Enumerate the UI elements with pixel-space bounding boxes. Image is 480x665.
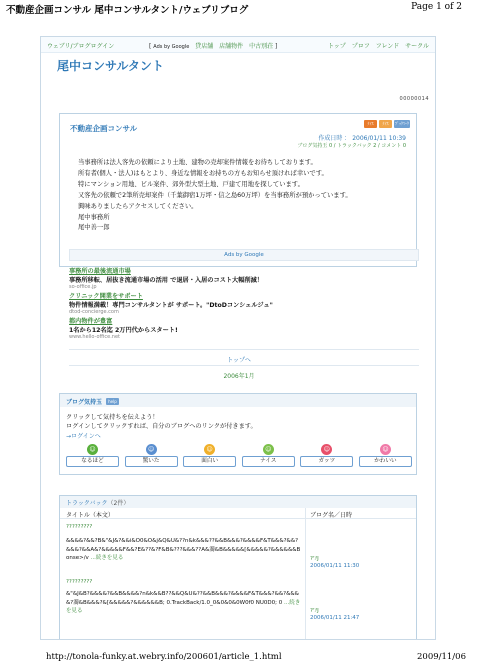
print-page-title: 不動産企画コンサル 尾中コンサルタント/ウェブリブログ (6, 5, 249, 16)
trackback-text: &&&&?&&?B&"&J&?&&i&O0&O&j&Q&U&??n&k&&&??&&B&&&?&&&&F&T&&&?&&?&&&?&&A&?&&&&&F&&?E&??&?F&B&???&&&??A&濁&B&&&&&[&&&&&?&&&&&&Bonse>/v (66, 538, 301, 562)
ad-link-used-villa[interactable]: 中古別荘 (249, 43, 274, 50)
trackback-excerpt (66, 590, 302, 616)
ad-url: dtod-concierge.com (69, 309, 119, 315)
trackback-title-link[interactable]: ????????? (66, 579, 93, 585)
blog-login-link[interactable]: ウェブリ/ブログログイン (47, 43, 115, 50)
trackback-date: 2006/01/11 11:30 (310, 563, 360, 569)
divider (69, 349, 419, 350)
trackback-text: &"&J&B?&&&&?&&B&&&&?n&k&&B??&&Q&U&??&&B&&&?&&&&F&T&&&?&&?&&&&?濁&B&&&?&[&&&&&?&&&&&&B; 0.TrackBack/1.0_0&0&0&0W0f0 NU0D0; 0 (66, 591, 299, 606)
kimochi-label: ナイス (242, 456, 295, 467)
ad-link-rental-store[interactable]: 貸店舗 (195, 43, 214, 50)
article-body (78, 158, 352, 234)
read-more-link[interactable]: ...続きを見る (90, 555, 124, 562)
print-header (0, 0, 480, 18)
article-line: 特にマンション用地、ビル案件、郊外型大型土地、戸建て用地を探しています。 (78, 180, 304, 188)
article (59, 113, 417, 267)
kimochi-omoshiroi[interactable] (183, 444, 236, 467)
top-right-links (324, 41, 429, 50)
kimochi-text: クリックして気持ちを伝えよう！ (66, 414, 159, 421)
blog-kimochi-panel (59, 393, 417, 475)
kimochi-naruhodo[interactable] (66, 444, 119, 467)
trackback-blog-name[interactable]: ?'ｿJ (310, 556, 319, 562)
ad-title[interactable]: クリニック開業をサポート (69, 293, 143, 300)
heart-face-icon: ☺ (380, 444, 391, 455)
article-line: 興味ありましたらアクセスしてください。 (78, 202, 198, 210)
blog-page (40, 36, 436, 640)
help-button[interactable]: help (108, 399, 117, 404)
trackback-title-link[interactable]: ????????? (66, 524, 93, 530)
kimochi-kawaii[interactable] (359, 444, 412, 467)
nav-top-link[interactable]: トップ (327, 43, 346, 50)
ad-item (69, 291, 419, 316)
kimochi-label: 面白い (183, 456, 236, 467)
ad-item (69, 266, 419, 291)
blog-title[interactable]: 尾中コンサルタント (57, 59, 164, 73)
print-footer (0, 652, 480, 665)
kimochi-label: なるほど (66, 456, 119, 467)
column-blog-name: ブログ名／日時 (310, 512, 353, 519)
kimochi-login-link[interactable]: →ログインへ (66, 433, 101, 440)
print-date: 2009/11/06 (417, 652, 466, 662)
kimochi-header (60, 394, 416, 407)
nav-profile-link[interactable]: プロフ (351, 43, 370, 50)
article-meta[interactable]: ブログ気持玉 0 / トラックバック 2 / コメント 0 (297, 143, 406, 149)
article-line: 尾中善一郎 (78, 224, 110, 232)
kimochi-label: かわいい (359, 456, 412, 467)
ad-title[interactable]: 都内物件が豊富 (69, 318, 113, 325)
top-ads: [ Ads by Google 貸店舗 店舗物件 中古別荘 ] (149, 43, 278, 50)
article-date: 作成日時 ： 2006/01/11 10:39 (318, 135, 406, 142)
top-navigation (41, 37, 435, 53)
ad-url: so-office.jp (69, 284, 97, 290)
smile-icon: ☺ (87, 444, 98, 455)
access-counter: 00000014 (399, 96, 429, 102)
kimochi-icons (66, 444, 412, 467)
trackback-date: 2006/01/11 21:47 (310, 615, 360, 621)
article-title[interactable]: 不動産企画コンサル (70, 124, 138, 133)
ad-description: 1名から12名迄 2万円代からスタート! (69, 327, 178, 334)
print-url: http://tonola-funky.at.webry.info/200601/article_1.html (46, 652, 282, 662)
trackback-count: （2件） (107, 500, 130, 507)
article-line: 尾中事務所 (78, 213, 110, 221)
ads-list (69, 266, 419, 341)
trackback-blog-name[interactable]: ?'ｿJ (310, 608, 319, 614)
thumbs-up-icon: ☺ (263, 444, 274, 455)
ad-link-store-property[interactable]: 店舗物件 (219, 43, 244, 50)
trackback-column-headers (60, 508, 416, 519)
laugh-icon: ☺ (204, 444, 215, 455)
kimochi-label: 驚いた (125, 456, 178, 467)
article-line: 当事務所は法人客先の依頼により土地、建物の売却案件情報をお待ちしております。 (78, 159, 317, 166)
kimochi-label: ガッツ (300, 456, 353, 467)
nice-button-2[interactable]: ﾅｲｽ (379, 120, 392, 128)
kimochi-guts[interactable] (300, 444, 353, 467)
divider (69, 365, 419, 366)
read-more-link[interactable]: ...続きを見る (66, 599, 301, 615)
fist-icon: ☺ (321, 444, 332, 455)
kimochi-title: ブログ気持玉 (66, 399, 103, 406)
print-page-number: Page 1 of 2 (411, 2, 462, 12)
nav-circle-link[interactable]: サークル (405, 43, 429, 50)
ad-title[interactable]: 事務所の最後流通市場 (69, 268, 131, 275)
column-title: タイトル（本文） (66, 512, 114, 519)
ad-url: www.hello-office.net (69, 334, 120, 340)
kimochi-nice[interactable] (242, 444, 295, 467)
trackback-section (59, 495, 417, 640)
column-separator (305, 508, 306, 640)
ad-item (69, 316, 419, 341)
kimochi-odoroita[interactable] (125, 444, 178, 467)
surprised-icon: ☺ (146, 444, 157, 455)
to-top-link[interactable]: トップへ (227, 357, 251, 364)
ad-description: 物件情報満載！専門コンサルタントが サポート。"DtoDコンシェルジュ" (69, 302, 273, 309)
article-line: 又客先の依頼で2筆所売却案件（千葉御宿1万坪・信之島60万坪）を当事務所が預かっています。 (78, 191, 352, 199)
month-archive-link[interactable]: 2006年1月 (223, 373, 255, 380)
trackback-header (60, 496, 416, 508)
article-line: 所有者(個人・法人)はもとより、身近な情報をお持ちの方もお知らせ頂ければ幸いです。 (78, 169, 328, 177)
ads-by-google-bar[interactable]: Ads by Google (69, 249, 419, 261)
ad-description: 事務所移転、居抜き流通市場の活用 で退居・入居のコスト大幅削減！ (69, 277, 263, 284)
article-buttons (364, 120, 410, 128)
nice-button[interactable]: ﾅｲｽ (364, 120, 377, 128)
trackback-excerpt (66, 537, 302, 563)
ads-by-google-label: Ads by Google (153, 44, 190, 50)
trackback-title: トラックバック (66, 500, 108, 507)
nav-friend-link[interactable]: フレンド (375, 43, 400, 50)
kimochi-text: ログインしてクリックすれば、自分のブログへのリンクが付きます。 (66, 423, 257, 430)
bookmark-button[interactable]: ﾌﾞｯｸﾏｰｸ (395, 121, 409, 126)
